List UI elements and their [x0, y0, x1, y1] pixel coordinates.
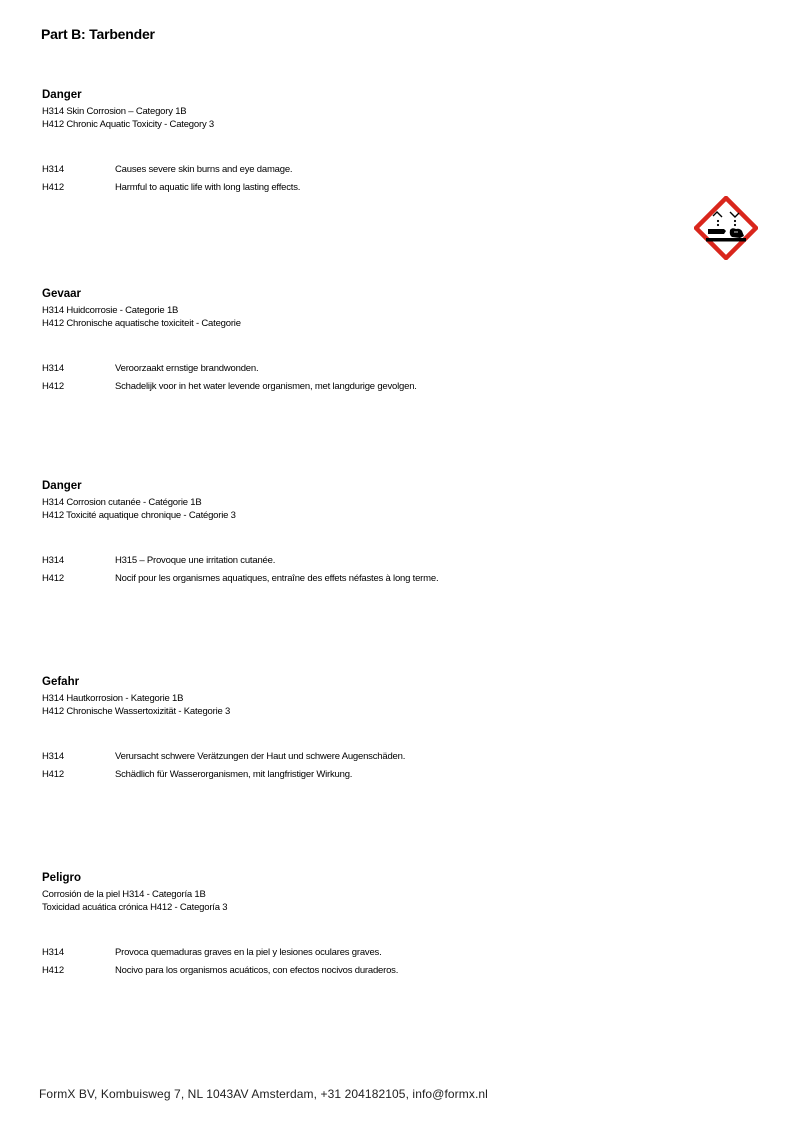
hazard-section-spanish: [42, 871, 682, 980]
classification-line: H314 Hautkorrosion - Kategorie 1B: [42, 693, 184, 704]
signal-word: Danger: [42, 89, 82, 101]
statement-text: Causes severe skin burns and eye damage.: [115, 164, 293, 175]
hazard-statement-row: [42, 766, 682, 784]
hazard-section-german: [42, 675, 682, 784]
classification-line: H412 Toxicité aquatique chronique - Catégorie 3: [42, 510, 236, 521]
statement-code: H412: [42, 381, 64, 392]
statement-code: H314: [42, 555, 64, 566]
hazard-statement-row: [42, 360, 682, 378]
hazard-section-english: [42, 88, 682, 197]
hazard-statement-row: [42, 378, 682, 396]
hazard-statement-row: [42, 552, 682, 570]
statement-code: H412: [42, 965, 64, 976]
classification-line: H314 Corrosion cutanée - Catégorie 1B: [42, 497, 202, 508]
statement-code: H412: [42, 182, 64, 193]
signal-word: Gevaar: [42, 288, 82, 300]
hazard-statement-row: [42, 962, 682, 980]
classification-line: Corrosión de la piel H314 - Categoría 1B: [42, 889, 206, 900]
statement-code: H412: [42, 769, 64, 780]
page-footer: FormX BV, Kombuisweg 7, NL 1043AV Amsterdam, +31 204182105, info@formx.nl: [39, 1087, 488, 1101]
classification-line: H314 Huidcorrosie - Categorie 1B: [42, 305, 179, 316]
hazard-section-dutch: [42, 287, 682, 396]
statement-code: H314: [42, 947, 64, 958]
statement-code: H314: [42, 363, 64, 374]
hazard-statement-row: [42, 179, 682, 197]
classification-line: H412 Chronische Wassertoxizität - Kategorie 3: [42, 706, 231, 717]
classification-line: H412 Chronic Aquatic Toxicity - Category 3: [42, 119, 215, 130]
hazard-section-french: [42, 479, 682, 588]
hazard-statement-row: [42, 748, 682, 766]
statement-code: H412: [42, 573, 64, 584]
classification-line: H314 Skin Corrosion – Category 1B: [42, 106, 187, 117]
corrosion-pictogram-icon: [694, 196, 758, 260]
statement-code: H314: [42, 751, 64, 762]
classification-line: H412 Chronische aquatische toxiciteit - Categorie: [42, 318, 241, 329]
hazard-statement-row: [42, 570, 682, 588]
classification-line: Toxicidad acuática crónica H412 - Categoría 3: [42, 902, 228, 913]
statement-text: Nocivo para los organismos acuáticos, con efectos nocivos duraderos.: [115, 965, 399, 976]
statement-code: H314: [42, 164, 64, 175]
statement-text: Veroorzaakt ernstige brandwonden.: [115, 363, 259, 374]
statement-text: Schädlich für Wasserorganismen, mit langfristiger Wirkung.: [115, 769, 353, 780]
statement-text: H315 – Provoque une irritation cutanée.: [115, 555, 276, 566]
signal-word: Peligro: [42, 872, 81, 884]
page-title: Part B: Tarbender: [41, 26, 155, 42]
statement-text: Nocif pour les organismes aquatiques, entraîne des effets néfastes à long terme.: [115, 573, 439, 584]
hazard-statement-row: [42, 161, 682, 179]
statement-text: Schadelijk voor in het water levende organismen, met langdurige gevolgen.: [115, 381, 417, 392]
statement-text: Harmful to aquatic life with long lasting effects.: [115, 182, 301, 193]
signal-word: Danger: [42, 480, 82, 492]
statement-text: Provoca quemaduras graves en la piel y lesiones oculares graves.: [115, 947, 382, 958]
signal-word: Gefahr: [42, 676, 80, 688]
statement-text: Verursacht schwere Verätzungen der Haut und schwere Augenschäden.: [115, 751, 406, 762]
hazard-statement-row: [42, 944, 682, 962]
